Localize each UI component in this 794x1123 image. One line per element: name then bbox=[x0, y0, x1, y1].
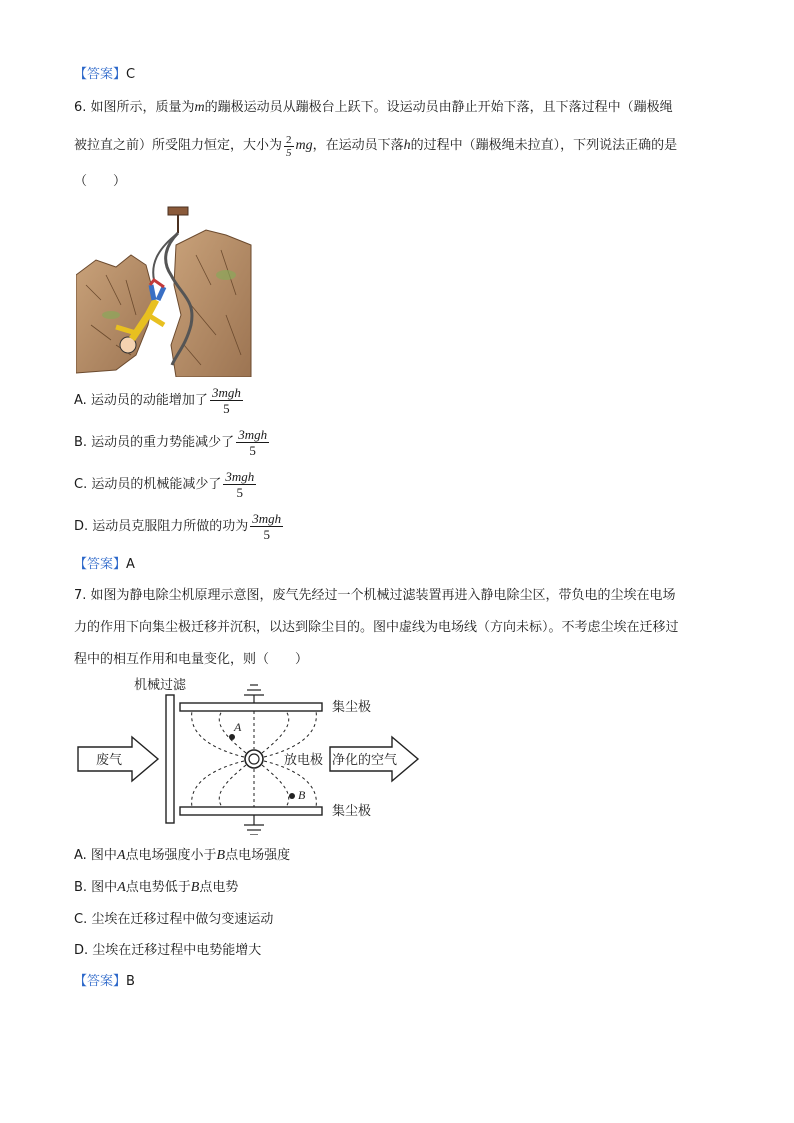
var-h: h bbox=[403, 138, 411, 153]
q6-text: 被拉直之前）所受阻力恒定，大小为 bbox=[74, 138, 283, 153]
fraction-3mgh-5: $\frac{\text{3mgh}}{5}$ bbox=[225, 469, 255, 500]
option-text: B. 运动员的重力势能减少了 bbox=[74, 434, 235, 450]
q7-option-d: D. 尘埃在迁移过程中电势能增大 bbox=[74, 943, 262, 958]
q7-option-c: C. 尘埃在迁移过程中做匀变速运动 bbox=[74, 912, 274, 927]
q6-text: 的过程中（蹦极绳未拉直），下列说法正确的是 bbox=[410, 138, 678, 153]
q7-line3: 程中的相互作用和电量变化，则（ ） bbox=[74, 652, 309, 667]
fraction-2-5: $\frac{2}{5}$ bbox=[286, 133, 292, 159]
bottom-collector-plate bbox=[180, 807, 322, 815]
var-mg: mg bbox=[295, 138, 313, 153]
electrode-label: 放电极 bbox=[284, 753, 324, 768]
q6-option-d bbox=[74, 511, 285, 542]
q6-paren: （ ） bbox=[74, 174, 127, 189]
answer-label: 【答案】 bbox=[74, 974, 127, 989]
q6-text: 的蹦极运动员从蹦极台上跃下。设运动员由静止开始下落，且下落过程中（蹦极绳 bbox=[204, 100, 673, 115]
point-b bbox=[289, 793, 295, 799]
filter-label: 机械过滤 bbox=[134, 678, 187, 693]
option-text: C. 运动员的机械能减少了 bbox=[74, 476, 222, 492]
answer-line-q5 bbox=[74, 65, 135, 85]
option-text: D. 运动员克服阻力所做的功为 bbox=[74, 518, 249, 534]
q6-option-b bbox=[74, 427, 271, 458]
answer-label: 【答案】 bbox=[74, 67, 127, 82]
q6-option-a bbox=[74, 385, 245, 416]
top-collector-plate bbox=[180, 703, 322, 711]
point-b-label: B bbox=[298, 788, 306, 802]
top-plate-label: 集尘极 bbox=[332, 700, 372, 715]
answer-value: B bbox=[126, 974, 135, 989]
q7-option-a: A. 图中A点电场强度小于B点电场强度 bbox=[74, 848, 291, 863]
precipitator-diagram bbox=[74, 675, 424, 835]
answer-line-q7 bbox=[74, 972, 135, 992]
answer-line-q6 bbox=[74, 555, 135, 575]
q7-line1: 7. 如图为静电除尘机原理示意图，废气先经过一个机械过滤装置再进入静电除尘区，带负电的尘埃在电场 bbox=[74, 588, 676, 603]
point-a bbox=[229, 734, 235, 740]
q6-line1 bbox=[74, 98, 673, 118]
answer-value: A bbox=[126, 557, 135, 572]
point-a-label: A bbox=[234, 720, 242, 734]
q6-text: 6. 如图所示，质量为 bbox=[74, 100, 195, 115]
fraction-3mgh-5: $\frac{\text{3mgh}}{5}$ bbox=[252, 511, 282, 542]
var-m: m bbox=[194, 100, 205, 115]
answer-value: C bbox=[126, 67, 136, 82]
outlet-label: 净化的空气 bbox=[332, 753, 398, 768]
fraction-3mgh-5: $\frac{\text{3mgh}}{5}$ bbox=[238, 427, 268, 458]
q6-option-c bbox=[74, 469, 258, 500]
fraction-3mgh-5: $\frac{\text{3mgh}}{5}$ bbox=[211, 385, 241, 416]
inlet-label: 废气 bbox=[96, 753, 123, 768]
filter-plate bbox=[166, 695, 174, 823]
bottom-plate-label: 集尘极 bbox=[332, 804, 372, 819]
q6-line2 bbox=[74, 130, 677, 162]
q6-text: ，在运动员下落 bbox=[312, 138, 404, 153]
q7-option-b: B. 图中A点电势低于B点电势 bbox=[74, 880, 239, 895]
q7-line2: 力的作用下向集尘极迁移并沉积，以达到除尘目的。图中虚线为电场线（方向未标）。不考虑尘埃在迁移过 bbox=[74, 620, 679, 635]
option-text: A. 运动员的动能增加了 bbox=[74, 392, 208, 408]
answer-label: 【答案】 bbox=[74, 557, 127, 572]
bungee-jump-illustration bbox=[76, 205, 256, 377]
